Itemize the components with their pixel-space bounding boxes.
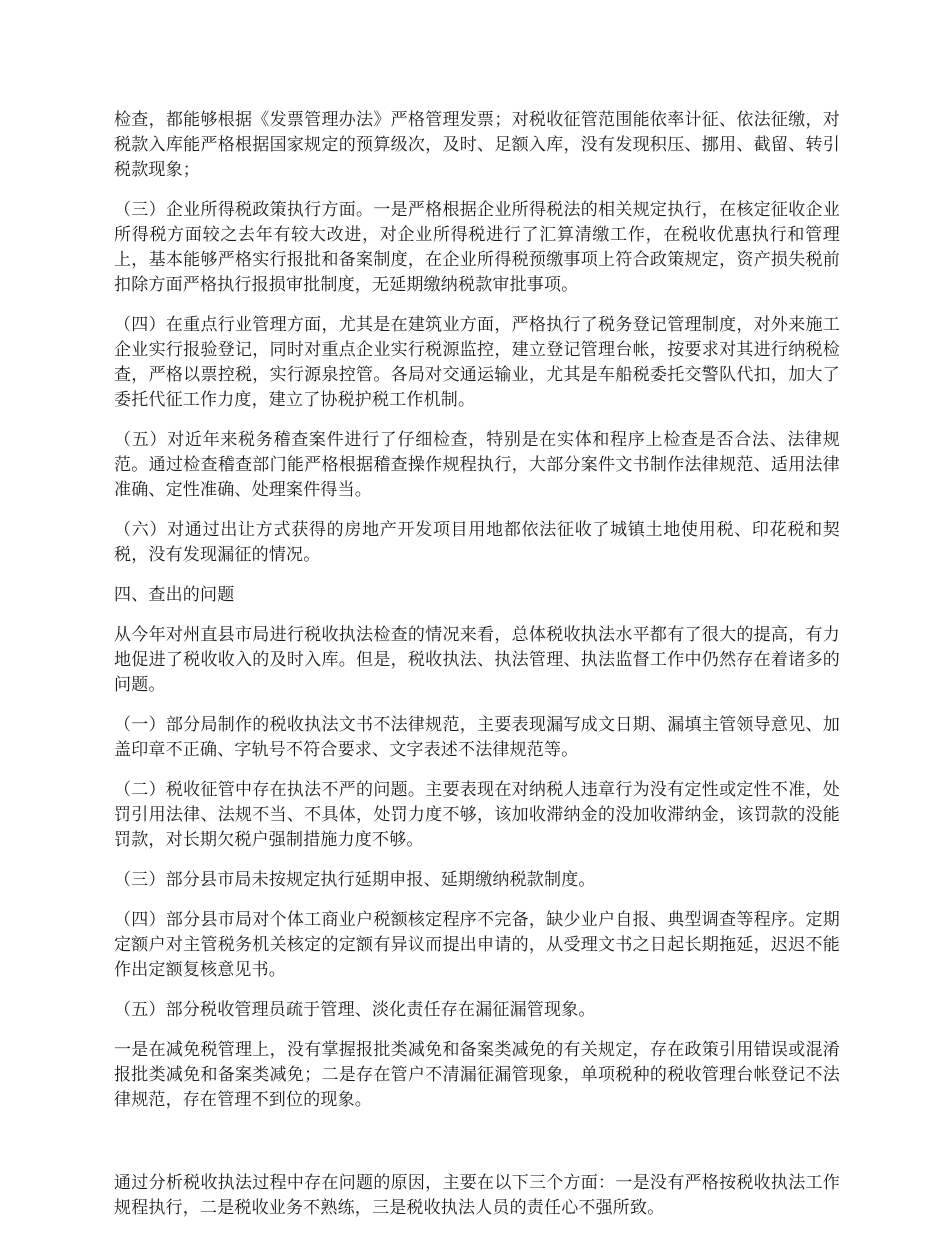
paragraph-problem-2: （二）税收征管中存在执法不严的问题。主要表现在对纳税人违章行为没有定性或定性不准，处罚引用法律、法规不当、不具体，处罚力度不够，该加收滞纳金的没加收滞纳金，该罚款的没能罚款，对长期欠税户强制措施力度不够。: [114, 780, 840, 850]
paragraph-problem-5: （五）部分税收管理员疏于管理、淡化责任存在漏征漏管现象。: [114, 1000, 596, 1020]
section-heading-problems: 四、查出的问题: [114, 585, 235, 605]
paragraph-problem-1: （一）部分局制作的税收执法文书不法律规范，主要表现漏写成文日期、漏填主管领导意见、加盖印章不正确、字轨号不符合要求、文字表述不法律规范等。: [114, 715, 840, 760]
paragraph-cause-analysis: 通过分析税收执法过程中存在问题的原因，主要在以下三个方面：一是没有严格按税收执法工作规程执行，二是税收业务不熟练，三是税收执法人员的责任心不强所致。: [114, 1173, 840, 1218]
document-body: [114, 108, 840, 1236]
paragraph-problem-3: （三）部分县市局未按规定执行延期申报、延期缴纳税款制度。: [114, 870, 596, 890]
paragraph-tax-audit-cases: （五）对近年来税务稽查案件进行了仔细检查，特别是在实体和程序上检查是否合法、法律规范。通过检查稽查部门能严格根据稽查操作规程执行，大部分案件文书制作法律规范、适用法律准确、定性准确、处理案件得当。: [114, 430, 840, 500]
paragraph-real-estate-land: （六）对通过出让方式获得的房地产开发项目用地都依法征收了城镇土地使用税、印花税和契税，没有发现漏征的情况。: [114, 520, 840, 565]
paragraph-problem-5-detail: 一是在减免税管理上，没有掌握报批类减免和备案类减免的有关规定，存在政策引用错误或混淆报批类减免和备案类减免；二是存在管户不清漏征漏管现象，单项税种的税收管理台帐登记不法律规范，存在管理不到位的现象。: [114, 1040, 840, 1110]
paragraph-invoice-management: 检查，都能够根据《发票管理办法》严格管理发票；对税收征管范围能依率计征、依法征缴，对税款入库能严格根据国家规定的预算级次，及时、足额入库，没有发现积压、挪用、截留、转引税款现象；: [114, 110, 840, 180]
spacer: [114, 1128, 840, 1171]
paragraph-enterprise-income-tax: （三）企业所得税政策执行方面。一是严格根据企业所得税法的相关规定执行，在核定征收企业所得税方面较之去年有较大改进，对企业所得税进行了汇算清缴工作，在税收优惠执行和管理上，基本能够严格实行报批和备案制度，在企业所得税预缴事项上符合政策规定，资产损失税前扣除方面严格执行报损审批制度，无延期缴纳税款审批事项。: [114, 200, 840, 295]
paragraph-key-industries: （四）在重点行业管理方面，尤其是在建筑业方面，严格执行了税务登记管理制度，对外来施工企业实行报验登记，同时对重点企业实行税源监控，建立登记管理台帐，按要求对其进行纳税检查，严格以票控税，实行源泉控管。各局对交通运输业，尤其是车船税委托交警队代扣，加大了委托代征工作力度，建立了协税护税工作机制。: [114, 315, 840, 410]
paragraph-problem-4: （四）部分县市局对个体工商业户税额核定程序不完备，缺少业户自报、典型调查等程序。定期定额户对主管税务机关核定的定额有异议而提出申请的，从受理文书之日起长期拖延，迟迟不能作出定额复核意见书。: [114, 910, 840, 980]
paragraph-problems-overview: 从今年对州直县市局进行税收执法检查的情况来看，总体税收执法水平都有了很大的提高，有力地促进了税收收入的及时入库。但是，税收执法、执法管理、执法监督工作中仍然存在着诸多的问题。: [114, 625, 840, 695]
